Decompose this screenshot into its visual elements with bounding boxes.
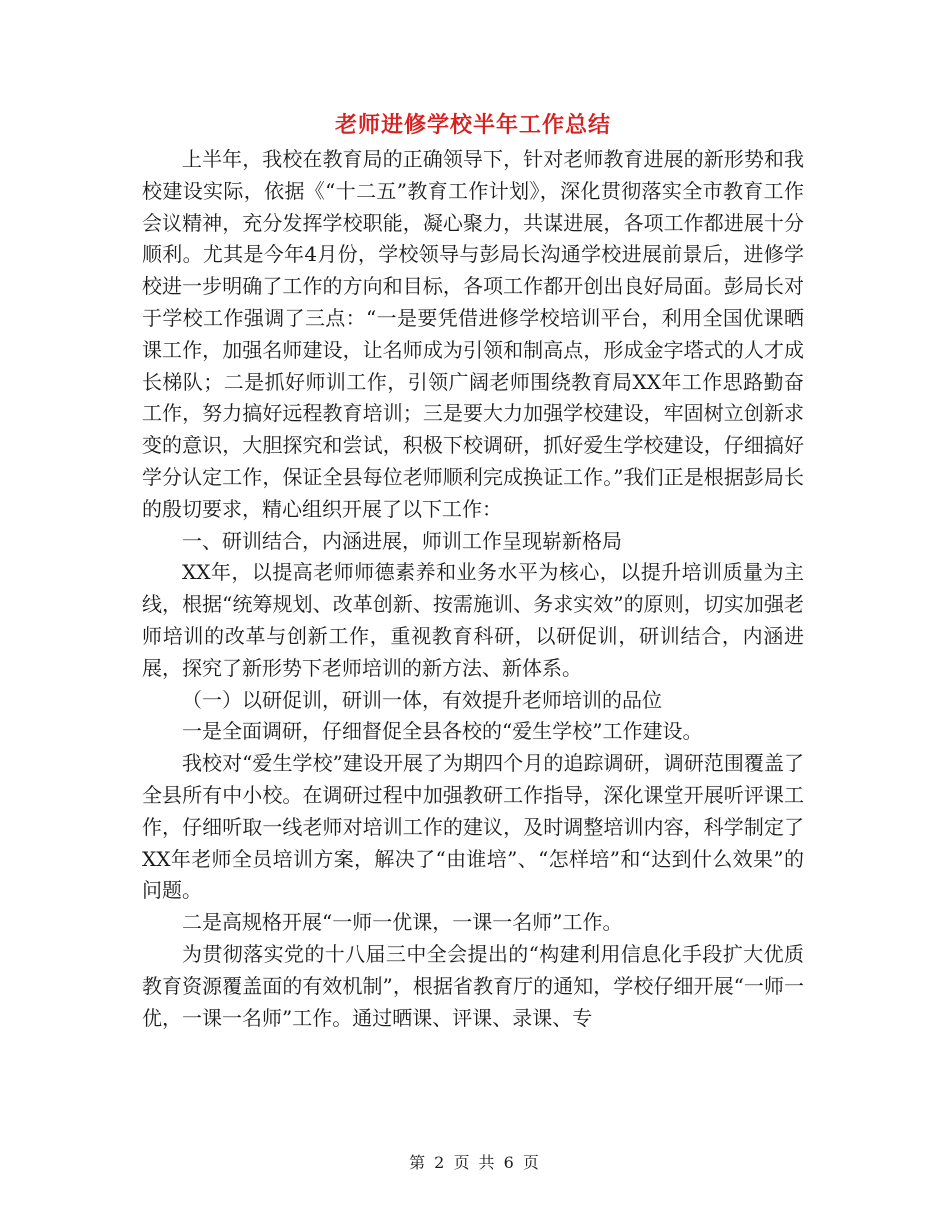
subsection-heading-1: （一）以研促训，研训一体，有效提升老师培训的品位 bbox=[182, 687, 662, 712]
paragraph-section-1: XX年，以提高老师师德素养和业务水平为核心，以提升培训质量为主线，根据“统筹规划、改革创新、按需施训、务求实效”的原则，切实加强老师培训的改革与创新工作，重视教育科研，以研促训，研训结合，内涵进展，探究了新形势下老师培训的新方法、新体系。 bbox=[142, 560, 804, 680]
section-heading-1: 一、研训结合，内涵进展，师训工作呈现崭新格局 bbox=[182, 528, 622, 553]
paragraph-item-2: 为贯彻落实党的十八届三中全会提出的“构建利用信息化手段扩大优质教育资源覆盖面的有效机制”，根据省教育厅的通知，学校仔细开展“一师一优，一课一名师”工作。通过晒课、评课、录课、专 bbox=[142, 941, 804, 1030]
item-heading-1: 一是全面调研，仔细督促全县各校的“爱生学校”工作建设。 bbox=[182, 719, 703, 744]
item-heading-2: 二是高规格开展“一师一优课，一课一名师”工作。 bbox=[182, 910, 623, 935]
document-page bbox=[142, 106, 804, 1034]
paragraph-item-1: 我校对“爱生学校”建设开展了为期四个月的追踪调研，调研范围覆盖了全县所有中小校。在调研过程中加强教研工作指导，深化课堂开展听评课工作，仔细听取一线老师对培训工作的建议，及时调整培训内容，科学制定了XX年老师全员培训方案，解决了“由谁培”、“怎样培”和“达到什么效果”的问题。 bbox=[142, 751, 804, 903]
document-title: 老师进修学校半年工作总结 bbox=[334, 112, 611, 138]
page-number-footer: 第 2 页 共 6 页 bbox=[409, 1153, 541, 1172]
paragraph-intro: 上半年，我校在教育局的正确领导下，针对老师教育进展的新形势和我校建设实际，依据《“十二五”教育工作计划》，深化贯彻落实全市教育工作会议精神，充分发挥学校职能，凝心聚力，共谋进展，各项工作都进展十分顺利。尤其是今年4月份，学校领导与彭局长沟通学校进展前景后，进修学校进一步明确了工作的方向和目标，各项工作都开创出良好局面。彭局长对于学校工作强调了三点：“一是要凭借进修学校培训平台，利用全国优课晒课工作，加强名师建设，让名师成为引领和制高点，形成金字塔式的人才成长梯队；二是抓好师训工作，引领广阔老师围绕教育局XX年工作思路勤奋工作，努力搞好远程教育培训；三是要大力加强学校建设，牢固树立创新求变的意识，大胆探究和尝试，积极下校调研，抓好爱生学校建设，仔细搞好学分认定工作，保证全县每位老师顺利完成换证工作。”我们正是根据彭局长的殷切要求，精心组织开展了以下工作： bbox=[142, 147, 804, 521]
document-body bbox=[142, 144, 804, 1034]
